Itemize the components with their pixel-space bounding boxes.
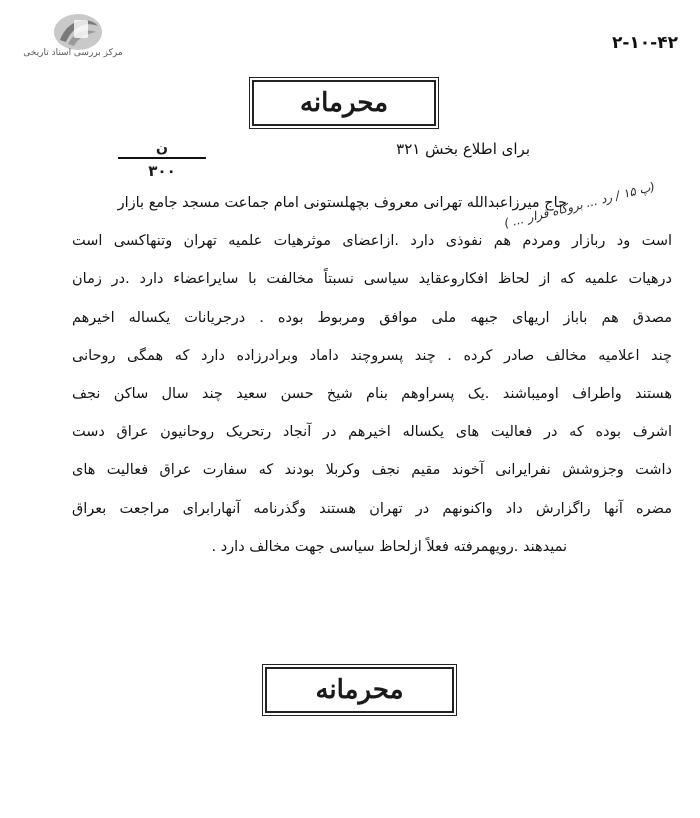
body-line: نمیدهند .رویهمرفته فعلاً ازلحاظ سیاسی جهت مخالف دارد . [211,538,567,555]
body-line: هستند واطراف اومیباشند .یک پسراوهم بنام شیخ حسن سعید چند سال ساکن نجف [72,385,672,402]
reference-divider [118,157,206,159]
routing-line: برای اطلاع بخش ۳۲۱ [396,140,530,158]
body-line: چند اعلامیه مخالف صادر کرده . چند پسروچند داماد وبرادرزاده دارد که همگی روحانی [72,347,672,364]
reference-block [118,140,206,181]
document-number: ۲-۱۰-۴۲ [612,33,678,53]
body-line: مضره آنها راگزارش داد واکنونهم در تهران هستند وگذرنامه آنهارابرای مراجعت بعراق [72,500,672,517]
document-body [72,184,672,566]
reference-letter: ن [156,140,168,156]
body-line: مصدق هم باباز اریهای جبهه ملی موافق ومربوط بوده . درجریانات یکساله اخیرهم [72,309,672,326]
handwritten-note: (پ ۱۵ / رد ... بروکاه قرار ... ) [502,179,657,231]
classification-stamp-bottom: محرمانه [265,667,454,713]
body-line: حاج میرزاعبدالله تهرانی معروف بچهلستونی امام جماعت مسجد جامع بازار [117,195,567,211]
archive-name: مرکز بررسی اسناد تاریخی [23,48,123,58]
classification-stamp-top: محرمانه [252,80,436,126]
body-line: است ود ربازار ومردم هم نفوذی دارد .ازاعضای موثرهیات علمیه تهران وتنهاکسی است [72,233,672,250]
reference-number: ۳۰۰ [148,162,176,180]
body-line: درهیات علمیه که از لحاظ افکاروعقاید سیاسی نسبتاً مخالفت با سایراعضاء دارد .در زمان [72,271,672,288]
body-line: داشت وجزوشش نفرایرانی آخوند مقیم نجف وکربلا بودند که سفارت عراق فعالیت های [72,462,672,479]
body-line: اشرف بوده که در فعالیت های یکساله اخیرهم در آنجاد رتحریک روحانیون عراق دست [72,424,672,441]
